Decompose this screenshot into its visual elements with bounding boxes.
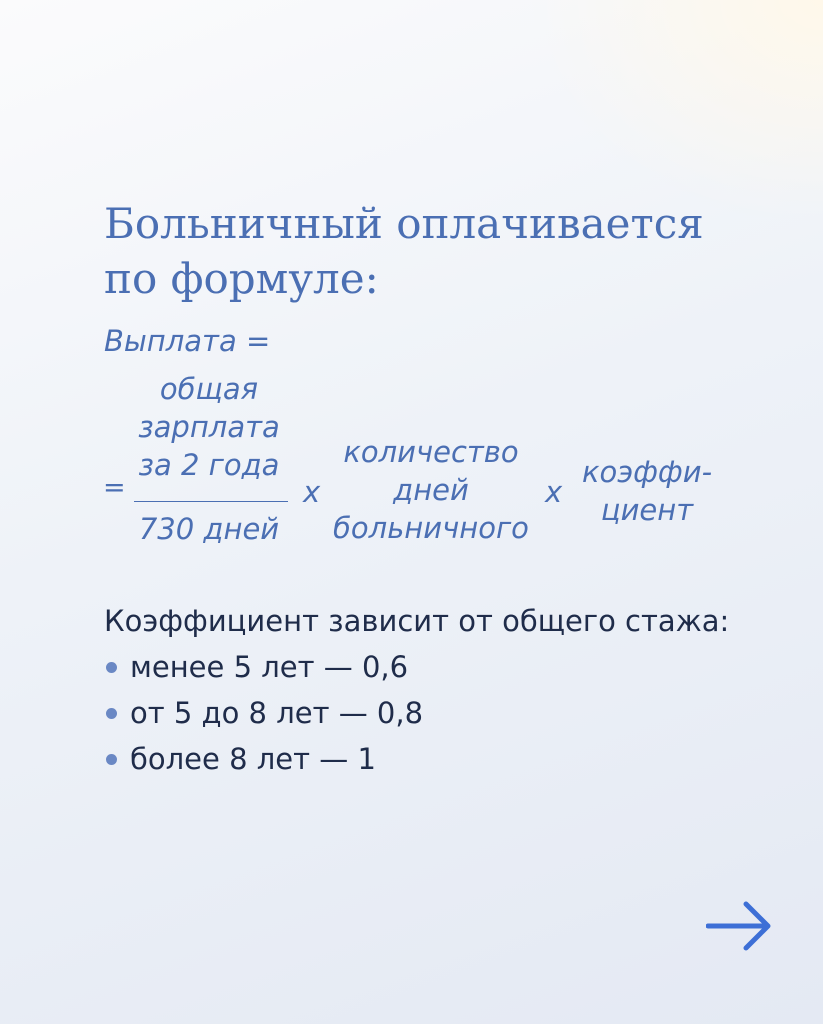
- list-item-text: более 8 лет — 1: [130, 742, 376, 776]
- formula-coefficient: [572, 453, 722, 529]
- bullet-icon: [106, 662, 117, 673]
- title-line-2: по формуле:: [104, 254, 379, 303]
- fraction-line: [134, 501, 288, 502]
- bullet-icon: [106, 754, 117, 765]
- coefficient-info: [104, 598, 729, 782]
- formula-numerator: [128, 370, 290, 484]
- list-item: [104, 644, 729, 690]
- arrow-right-icon: [706, 900, 774, 952]
- next-arrow-button[interactable]: [706, 900, 774, 952]
- multiply-sign-2: х: [545, 475, 563, 509]
- title-line-1: Больничный оплачивается: [104, 199, 704, 248]
- coefficient-list: [104, 644, 729, 782]
- formula-lhs: Выплата =: [104, 324, 271, 358]
- list-item: [104, 690, 729, 736]
- coefficient-line-1: коэффи-: [581, 455, 713, 489]
- numerator-line-2: зарплата: [138, 410, 280, 444]
- days-line-2: дней: [393, 473, 469, 507]
- list-item-text: менее 5 лет — 0,6: [130, 650, 409, 684]
- days-line-1: количество: [343, 435, 519, 469]
- multiply-sign-1: х: [303, 475, 321, 509]
- formula-equals: =: [103, 472, 126, 503]
- list-item: [104, 736, 729, 782]
- page-title: [104, 196, 704, 306]
- coefficient-title: Коэффициент зависит от общего стажа:: [104, 604, 730, 638]
- numerator-line-3: за 2 года: [138, 448, 280, 482]
- bullet-icon: [106, 708, 117, 719]
- list-item-text: от 5 до 8 лет — 0,8: [130, 696, 424, 730]
- numerator-line-1: общая: [159, 372, 259, 406]
- formula-denominator: 730 дней: [138, 512, 280, 546]
- coefficient-line-2: циент: [600, 493, 694, 527]
- formula-days: [324, 433, 538, 547]
- days-line-3: больничного: [333, 511, 529, 545]
